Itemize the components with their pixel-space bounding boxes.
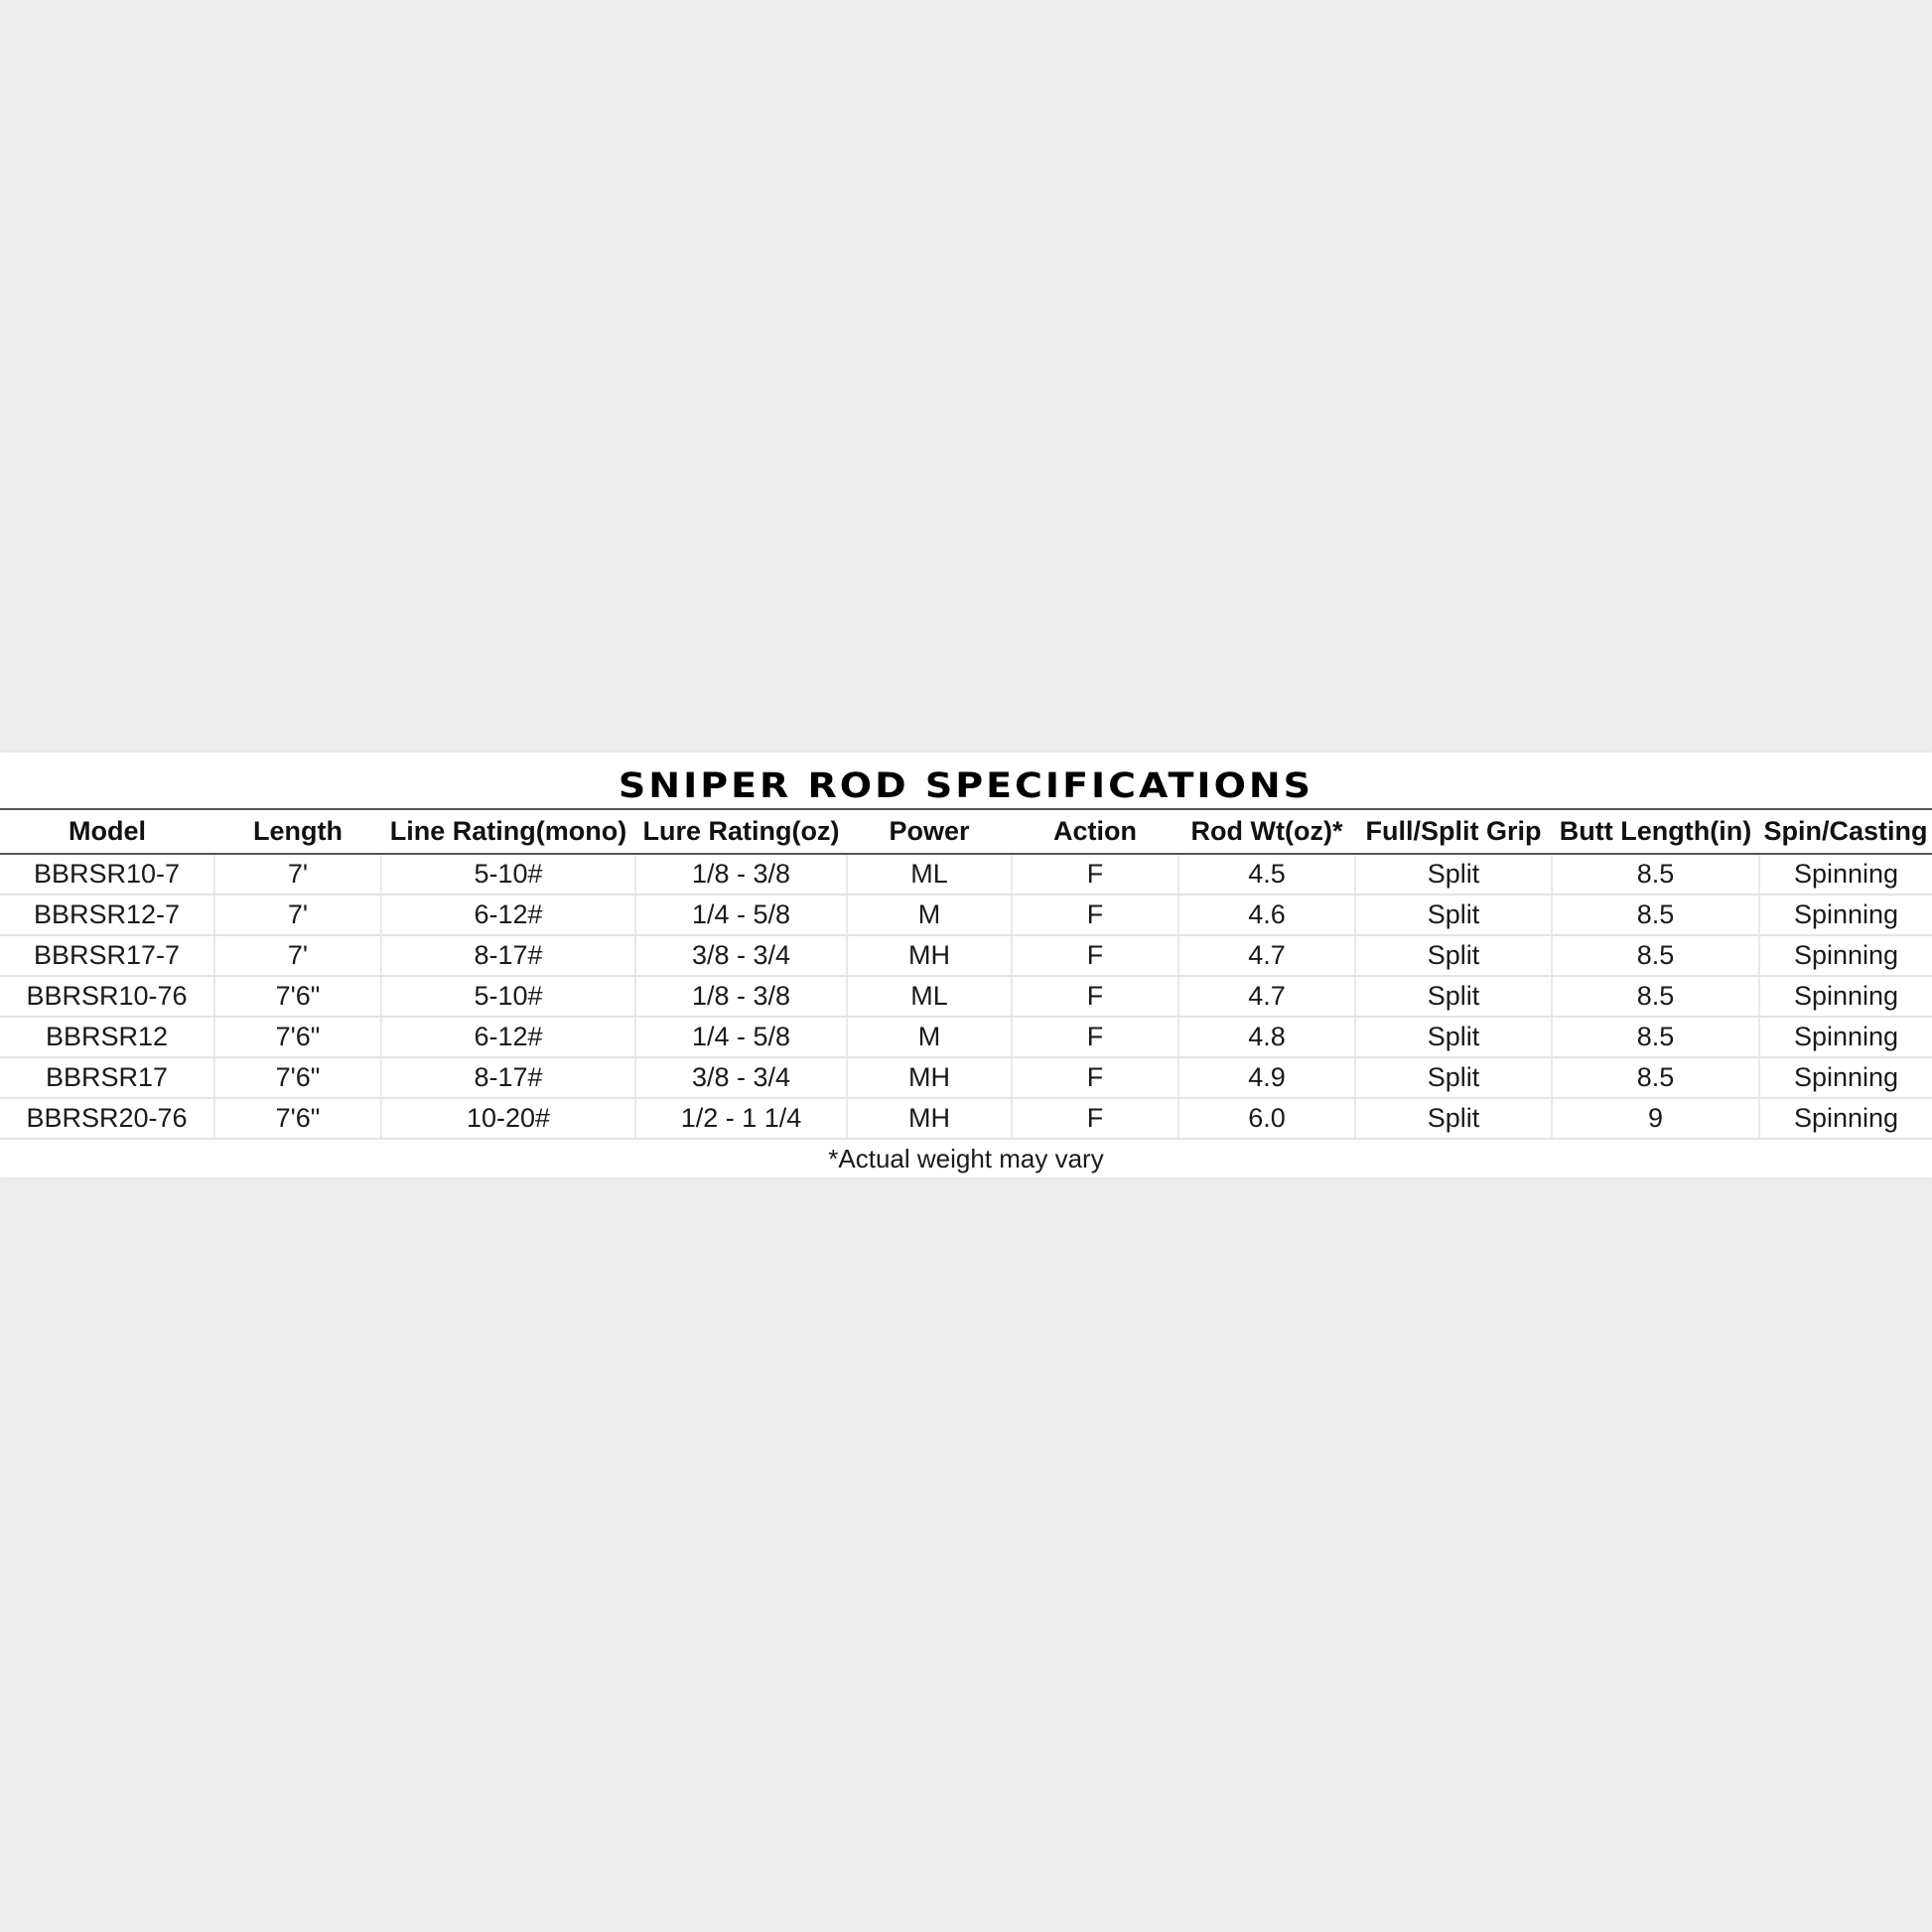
page-title: SNIPER ROD SPECIFICATIONS — [618, 764, 1314, 806]
table-cell: Spinning — [1759, 1017, 1932, 1057]
table-cell: 8.5 — [1552, 976, 1759, 1017]
table-cell: MH — [847, 935, 1012, 976]
column-header: Length — [214, 809, 381, 854]
table-cell: Split — [1355, 976, 1552, 1017]
table-cell: F — [1012, 976, 1178, 1017]
table-cell: 7' — [214, 895, 381, 935]
table-cell: F — [1012, 854, 1178, 895]
table-cell: BBRSR17-7 — [0, 935, 214, 976]
table-cell: Spinning — [1759, 976, 1932, 1017]
table-cell: 1/2 - 1 1/4 — [635, 1098, 847, 1139]
column-header: Lure Rating(oz) — [635, 809, 847, 854]
table-cell: 8.5 — [1552, 895, 1759, 935]
table-cell: 6.0 — [1178, 1098, 1355, 1139]
table-cell: 1/4 - 5/8 — [635, 1017, 847, 1057]
header-row — [0, 809, 1932, 854]
table-cell: 8.5 — [1552, 935, 1759, 976]
table-cell: 4.9 — [1178, 1057, 1355, 1098]
table-cell: Spinning — [1759, 854, 1932, 895]
table-cell: F — [1012, 1017, 1178, 1057]
table-cell: MH — [847, 1098, 1012, 1139]
table-cell: Split — [1355, 1057, 1552, 1098]
table-cell: BBRSR12 — [0, 1017, 214, 1057]
table-cell: 7'6" — [214, 1017, 381, 1057]
table-cell: BBRSR10-76 — [0, 976, 214, 1017]
table-cell: 3/8 - 3/4 — [635, 935, 847, 976]
table-cell: 6-12# — [381, 895, 635, 935]
table-cell: 4.8 — [1178, 1017, 1355, 1057]
spec-panel — [0, 753, 1932, 1177]
table-cell: 5-10# — [381, 854, 635, 895]
table-cell: 7' — [214, 854, 381, 895]
table-cell: 9 — [1552, 1098, 1759, 1139]
table-cell: 6-12# — [381, 1017, 635, 1057]
column-header: Butt Length(in) — [1552, 809, 1759, 854]
table-cell: MH — [847, 1057, 1012, 1098]
table-cell: Split — [1355, 935, 1552, 976]
footnote: *Actual weight may vary — [828, 1144, 1104, 1173]
table-cell: 4.7 — [1178, 976, 1355, 1017]
table-cell: 3/8 - 3/4 — [635, 1057, 847, 1098]
table-cell: F — [1012, 935, 1178, 976]
table-cell: Split — [1355, 1017, 1552, 1057]
table-cell: 4.6 — [1178, 895, 1355, 935]
spec-table — [0, 808, 1932, 1140]
table-cell: 1/8 - 3/8 — [635, 854, 847, 895]
column-header: Power — [847, 809, 1012, 854]
table-cell: 1/8 - 3/8 — [635, 976, 847, 1017]
table-row — [0, 1057, 1932, 1098]
table-cell: 5-10# — [381, 976, 635, 1017]
table-cell: ML — [847, 976, 1012, 1017]
table-cell: BBRSR10-7 — [0, 854, 214, 895]
table-cell: F — [1012, 1098, 1178, 1139]
table-cell: 7'6" — [214, 976, 381, 1017]
table-cell: 7' — [214, 935, 381, 976]
table-cell: Spinning — [1759, 1098, 1932, 1139]
column-header: Model — [0, 809, 214, 854]
table-cell: 10-20# — [381, 1098, 635, 1139]
table-cell: Spinning — [1759, 935, 1932, 976]
table-cell: 1/4 - 5/8 — [635, 895, 847, 935]
table-row — [0, 895, 1932, 935]
table-cell: F — [1012, 1057, 1178, 1098]
column-header: Action — [1012, 809, 1178, 854]
table-row — [0, 854, 1932, 895]
column-header: Rod Wt(oz)* — [1178, 809, 1355, 854]
table-cell: BBRSR20-76 — [0, 1098, 214, 1139]
table-row — [0, 1017, 1932, 1057]
table-cell: 8-17# — [381, 935, 635, 976]
table-cell: M — [847, 895, 1012, 935]
table-cell: Split — [1355, 1098, 1552, 1139]
table-cell: 8.5 — [1552, 854, 1759, 895]
column-header: Spin/Casting — [1759, 809, 1932, 854]
table-cell: 8.5 — [1552, 1017, 1759, 1057]
table-cell: BBRSR17 — [0, 1057, 214, 1098]
table-cell: Split — [1355, 895, 1552, 935]
table-cell: ML — [847, 854, 1012, 895]
table-cell: Spinning — [1759, 895, 1932, 935]
table-cell: 7'6" — [214, 1098, 381, 1139]
table-row — [0, 976, 1932, 1017]
table-cell: 4.5 — [1178, 854, 1355, 895]
table-cell: 7'6" — [214, 1057, 381, 1098]
table-cell: BBRSR12-7 — [0, 895, 214, 935]
table-row — [0, 935, 1932, 976]
table-cell: 4.7 — [1178, 935, 1355, 976]
column-header: Full/Split Grip — [1355, 809, 1552, 854]
table-cell: Spinning — [1759, 1057, 1932, 1098]
table-cell: M — [847, 1017, 1012, 1057]
table-cell: 8-17# — [381, 1057, 635, 1098]
table-cell: 8.5 — [1552, 1057, 1759, 1098]
table-cell: Split — [1355, 854, 1552, 895]
column-header: Line Rating(mono) — [381, 809, 635, 854]
table-row — [0, 1098, 1932, 1139]
table-cell: F — [1012, 895, 1178, 935]
